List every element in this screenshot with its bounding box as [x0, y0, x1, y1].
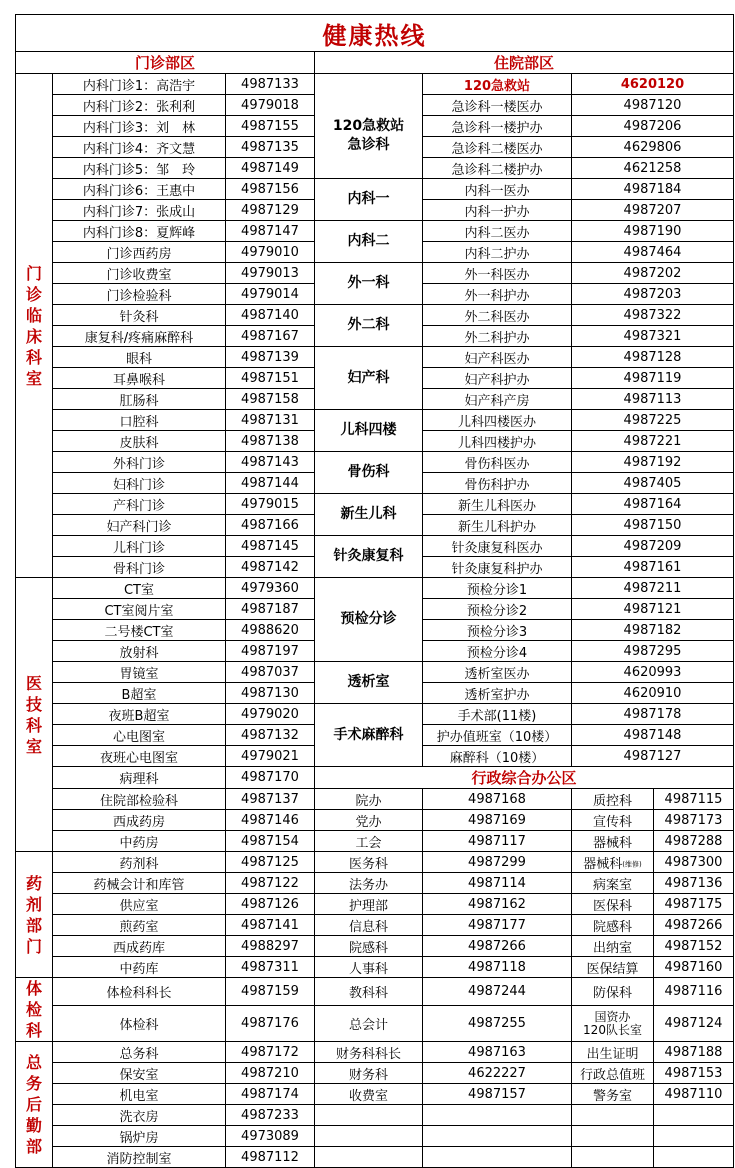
table-row	[16, 74, 734, 95]
emergency-station-phone: 4620120	[572, 74, 734, 95]
phone-number: 4987202	[572, 263, 734, 284]
office-name: 内科二医办	[423, 221, 572, 242]
phone-number: 4987129	[226, 200, 315, 221]
phone-number: 4987187	[226, 599, 315, 620]
phone-number: 4987116	[654, 978, 734, 1006]
phone-number: 4987221	[572, 431, 734, 452]
office-name: 内科二护办	[423, 242, 572, 263]
department-name: 内科门诊4：齐文慧	[53, 137, 226, 158]
phone-number: 4987210	[226, 1063, 315, 1084]
phone-number: 4987169	[423, 810, 572, 831]
phone-number: 4987152	[654, 936, 734, 957]
office-name: 妇产科护办	[423, 368, 572, 389]
phone-number: 4987266	[654, 915, 734, 936]
table-row	[16, 894, 734, 915]
office-name: 医务科	[315, 852, 423, 873]
phone-number: 4987190	[572, 221, 734, 242]
table-row	[16, 789, 734, 810]
office-name: 院办	[315, 789, 423, 810]
phone-number: 4979013	[226, 263, 315, 284]
office-name: 病案室	[572, 873, 654, 894]
phone-number: 4987147	[226, 221, 315, 242]
phone-number: 4987155	[226, 116, 315, 137]
phone-number: 4987142	[226, 557, 315, 578]
phone-number: 4987197	[226, 641, 315, 662]
table-row	[16, 305, 734, 326]
phone-number: 4987139	[226, 347, 315, 368]
department-name: 内科门诊2：张利利	[53, 95, 226, 116]
phone-number: 4987113	[572, 389, 734, 410]
office-name: 国资办 120队长室	[572, 1006, 654, 1042]
phone-number: 4987115	[654, 789, 734, 810]
empty-cell	[423, 1147, 572, 1168]
phone-number: 4987117	[423, 831, 572, 852]
phone-number: 4987188	[654, 1042, 734, 1063]
phone-number: 4987168	[423, 789, 572, 810]
office-name: 预检分诊1	[423, 578, 572, 599]
empty-cell	[315, 1105, 423, 1126]
repair-note: (维修)	[622, 860, 642, 868]
office-name: 护理部	[315, 894, 423, 915]
phone-number: 4987137	[226, 789, 315, 810]
phone-number: 4987164	[572, 494, 734, 515]
office-name: 总会计	[315, 1006, 423, 1042]
department-name: 肛肠科	[53, 389, 226, 410]
ward-group-label: 外一科	[315, 263, 423, 305]
office-name: 预检分诊4	[423, 641, 572, 662]
ward-group-label: 透析室	[315, 662, 423, 704]
office-name: 急诊科一楼医办	[423, 95, 572, 116]
category-label: 药剂部门	[16, 852, 53, 978]
office-name: 透析室护办	[423, 683, 572, 704]
department-name: CT室	[53, 578, 226, 599]
office-name: 宣传科	[572, 810, 654, 831]
phone-number: 4987158	[226, 389, 315, 410]
phone-number: 4987464	[572, 242, 734, 263]
phone-number: 4987244	[423, 978, 572, 1006]
office-name: 医保科	[572, 894, 654, 915]
phone-number: 4987125	[226, 852, 315, 873]
empty-cell	[423, 1105, 572, 1126]
table-row	[16, 221, 734, 242]
empty-cell	[315, 1147, 423, 1168]
phone-number: 4987175	[654, 894, 734, 915]
empty-cell	[654, 1147, 734, 1168]
table-row	[16, 1042, 734, 1063]
office-name: 外一科护办	[423, 284, 572, 305]
department-name: 放射科	[53, 641, 226, 662]
department-name: 机电室	[53, 1084, 226, 1105]
office-name: 妇产科产房	[423, 389, 572, 410]
phone-number: 4987140	[226, 305, 315, 326]
phone-number: 4987110	[654, 1084, 734, 1105]
department-name: 儿科门诊	[53, 536, 226, 557]
table-row	[16, 936, 734, 957]
office-name: 儿科四楼护办	[423, 431, 572, 452]
phone-number: 4987288	[654, 831, 734, 852]
phone-number: 4987132	[226, 725, 315, 746]
table-row	[16, 347, 734, 368]
office-name: 信息科	[315, 915, 423, 936]
empty-cell	[572, 1105, 654, 1126]
phone-number: 4987149	[226, 158, 315, 179]
phone-number: 4987157	[423, 1084, 572, 1105]
ward-group-label: 针灸康复科	[315, 536, 423, 578]
office-name: 急诊科二楼医办	[423, 137, 572, 158]
department-name: 门诊收费室	[53, 263, 226, 284]
department-name: 门诊检验科	[53, 284, 226, 305]
phone-number: 4987148	[572, 725, 734, 746]
phone-number: 4987174	[226, 1084, 315, 1105]
office-name: 教科科	[315, 978, 423, 1006]
phone-number: 4987192	[572, 452, 734, 473]
phone-number: 4987136	[654, 873, 734, 894]
department-name: 保安室	[53, 1063, 226, 1084]
department-name: 内科门诊3：刘 林	[53, 116, 226, 137]
office-name: 外二科护办	[423, 326, 572, 347]
page-title: 健康热线	[16, 15, 734, 52]
ward-group-label: 内科一	[315, 179, 423, 221]
phone-number: 4987120	[572, 95, 734, 116]
department-name: 煎药室	[53, 915, 226, 936]
category-label: 医技科室	[16, 578, 53, 852]
title-row	[16, 15, 734, 52]
office-name: 外二科医办	[423, 305, 572, 326]
phone-number: 4979018	[226, 95, 315, 116]
phone-number: 4987300	[654, 852, 734, 873]
table-row	[16, 452, 734, 473]
phone-number: 4987207	[572, 200, 734, 221]
phone-number: 4987143	[226, 452, 315, 473]
phone-number: 4987150	[572, 515, 734, 536]
phone-number: 4979015	[226, 494, 315, 515]
phone-number: 4979020	[226, 704, 315, 725]
office-name: 针灸康复科医办	[423, 536, 572, 557]
office-name: 急诊科一楼护办	[423, 116, 572, 137]
empty-cell	[654, 1126, 734, 1147]
phone-number: 4987176	[226, 1006, 315, 1042]
office-name: 新生儿科护办	[423, 515, 572, 536]
ward-group-label: 外二科	[315, 305, 423, 347]
phone-number: 4987146	[226, 810, 315, 831]
phone-number: 4620910	[572, 683, 734, 704]
office-name: 工会	[315, 831, 423, 852]
phone-number: 4987160	[654, 957, 734, 978]
table-row	[16, 263, 734, 284]
department-name: 内科门诊7：张成山	[53, 200, 226, 221]
phone-number: 4987167	[226, 326, 315, 347]
phone-number: 4987184	[572, 179, 734, 200]
empty-cell	[654, 1105, 734, 1126]
phone-number: 4987119	[572, 368, 734, 389]
department-name: 药械会计和库管	[53, 873, 226, 894]
office-name: 质控科	[572, 789, 654, 810]
admin-header: 行政综合办公区	[315, 767, 734, 789]
phone-number: 4987170	[226, 767, 315, 789]
group-label-spacer	[315, 74, 423, 95]
empty-cell	[423, 1126, 572, 1147]
office-name: 预检分诊2	[423, 599, 572, 620]
table-row	[16, 978, 734, 1006]
office-name: 儿科四楼医办	[423, 410, 572, 431]
department-name: 产科门诊	[53, 494, 226, 515]
department-name: 胃镜室	[53, 662, 226, 683]
phone-number: 4987141	[226, 915, 315, 936]
table-row	[16, 957, 734, 978]
phone-number: 4987133	[226, 74, 315, 95]
department-name: 内科门诊6：王惠中	[53, 179, 226, 200]
empty-cell	[572, 1147, 654, 1168]
phone-number: 4987233	[226, 1105, 315, 1126]
office-name: 骨伤科医办	[423, 452, 572, 473]
table-row	[16, 1063, 734, 1084]
phone-number: 4987156	[226, 179, 315, 200]
department-name: 病理科	[53, 767, 226, 789]
phone-number: 4987118	[423, 957, 572, 978]
office-name: 行政总值班	[572, 1063, 654, 1084]
office-name: 人事科	[315, 957, 423, 978]
table-row	[16, 767, 734, 789]
ward-group-label: 儿科四楼	[315, 410, 423, 452]
ward-group-label: 骨伤科	[315, 452, 423, 494]
ward-group-label: 妇产科	[315, 347, 423, 410]
office-name: 出生证明	[572, 1042, 654, 1063]
office-name: 透析室医办	[423, 662, 572, 683]
department-name: 内科门诊8：夏辉峰	[53, 221, 226, 242]
phone-number: 4987295	[572, 641, 734, 662]
phone-number: 4987126	[226, 894, 315, 915]
phone-number: 4987153	[654, 1063, 734, 1084]
office-name: 外一科医办	[423, 263, 572, 284]
office-name: 护办值班室（10楼）	[423, 725, 572, 746]
department-name: 骨科门诊	[53, 557, 226, 578]
outpatient-header: 门诊部区	[16, 52, 315, 74]
office-name: 财务科科长	[315, 1042, 423, 1063]
office-name: 院感科	[572, 915, 654, 936]
department-name: 药剂科	[53, 852, 226, 873]
ward-group-label: 手术麻醉科	[315, 704, 423, 767]
department-name: 皮肤科	[53, 431, 226, 452]
office-name: 警务室	[572, 1084, 654, 1105]
office-name: 预检分诊3	[423, 620, 572, 641]
department-name: 体检科科长	[53, 978, 226, 1006]
department-name: 中药库	[53, 957, 226, 978]
phone-number: 4988297	[226, 936, 315, 957]
table-row	[16, 831, 734, 852]
office-name: 内科一医办	[423, 179, 572, 200]
phone-number: 4987161	[572, 557, 734, 578]
phone-number: 4988620	[226, 620, 315, 641]
department-name: 西成药库	[53, 936, 226, 957]
office-name: 器械科	[572, 831, 654, 852]
category-label: 体检科	[16, 978, 53, 1042]
department-name: 妇产科门诊	[53, 515, 226, 536]
phone-number: 4987138	[226, 431, 315, 452]
phone-number: 4987131	[226, 410, 315, 431]
phone-number: 4987255	[423, 1006, 572, 1042]
department-name: 体检科	[53, 1006, 226, 1042]
ward-group-label: 新生儿科	[315, 494, 423, 536]
phone-number: 4987128	[572, 347, 734, 368]
phone-number: 4987144	[226, 473, 315, 494]
ward-group-label: 预检分诊	[315, 578, 423, 662]
office-name: 麻醉科（10楼）	[423, 746, 572, 767]
phone-number: 4987112	[226, 1147, 315, 1168]
phone-number: 4622227	[423, 1063, 572, 1084]
office-name: 针灸康复科护办	[423, 557, 572, 578]
phone-number: 4987124	[654, 1006, 734, 1042]
empty-cell	[572, 1126, 654, 1147]
phone-number: 4979014	[226, 284, 315, 305]
department-name: 中药房	[53, 831, 226, 852]
phone-number: 4987173	[654, 810, 734, 831]
department-name: 二号楼CT室	[53, 620, 226, 641]
phone-number: 4621258	[572, 158, 734, 179]
phone-number: 4987162	[423, 894, 572, 915]
office-name: 防保科	[572, 978, 654, 1006]
phone-number: 4987151	[226, 368, 315, 389]
ward-group-label: 内科二	[315, 221, 423, 263]
department-name: 内科门诊1：高浩宇	[53, 74, 226, 95]
phone-number: 4987159	[226, 978, 315, 1006]
table-row	[16, 915, 734, 936]
department-name: 夜班B超室	[53, 704, 226, 725]
phone-number: 4987311	[226, 957, 315, 978]
section-header-row	[16, 52, 734, 74]
table-row	[16, 1006, 734, 1042]
category-label: 总务后勤部	[16, 1042, 53, 1168]
office-name: 财务科	[315, 1063, 423, 1084]
table-row	[16, 852, 734, 873]
department-name: 耳鼻喉科	[53, 368, 226, 389]
table-row	[16, 873, 734, 894]
phone-number: 4987299	[423, 852, 572, 873]
empty-cell	[315, 1126, 423, 1147]
phone-number: 4987203	[572, 284, 734, 305]
office-name: 骨伤科护办	[423, 473, 572, 494]
inpatient-header: 住院部区	[315, 52, 734, 74]
department-name: 消防控制室	[53, 1147, 226, 1168]
phone-number: 4987114	[423, 873, 572, 894]
office-name: 妇产科医办	[423, 347, 572, 368]
office-name: 医保结算	[572, 957, 654, 978]
department-name: 住院部检验科	[53, 789, 226, 810]
department-name: 内科门诊5：邹 玲	[53, 158, 226, 179]
phone-number: 4979021	[226, 746, 315, 767]
phone-number: 4987154	[226, 831, 315, 852]
office-name: 出纳室	[572, 936, 654, 957]
office-name: 器械科(维修)	[572, 852, 654, 873]
table-row	[16, 662, 734, 683]
phone-number: 4987163	[423, 1042, 572, 1063]
table-row	[16, 95, 734, 116]
table-row	[16, 578, 734, 599]
phone-number: 4987177	[423, 915, 572, 936]
emergency-station-name: 120急救站	[423, 74, 572, 95]
phone-number: 4987172	[226, 1042, 315, 1063]
phone-number: 4987209	[572, 536, 734, 557]
department-name: 总务科	[53, 1042, 226, 1063]
phone-number: 4973089	[226, 1126, 315, 1147]
phone-number: 4987145	[226, 536, 315, 557]
phone-number: 4987121	[572, 599, 734, 620]
table-row	[16, 810, 734, 831]
phone-number: 4987206	[572, 116, 734, 137]
office-name: 手术部(11楼)	[423, 704, 572, 725]
department-name: 外科门诊	[53, 452, 226, 473]
office-name: 院感科	[315, 936, 423, 957]
office-name: 急诊科二楼护办	[423, 158, 572, 179]
phone-number: 4987182	[572, 620, 734, 641]
phone-number: 4620993	[572, 662, 734, 683]
phone-number: 4987405	[572, 473, 734, 494]
office-name: 新生儿科医办	[423, 494, 572, 515]
phone-number: 4987178	[572, 704, 734, 725]
phone-number: 4629806	[572, 137, 734, 158]
phone-number: 4987166	[226, 515, 315, 536]
phone-number: 4987127	[572, 746, 734, 767]
table-row	[16, 1126, 734, 1147]
phone-number: 4987322	[572, 305, 734, 326]
table-row	[16, 1105, 734, 1126]
phone-number: 4987225	[572, 410, 734, 431]
department-name: 西成药房	[53, 810, 226, 831]
phone-number: 4987266	[423, 936, 572, 957]
office-name: 党办	[315, 810, 423, 831]
department-name: 锅炉房	[53, 1126, 226, 1147]
table-row	[16, 704, 734, 725]
table-row	[16, 536, 734, 557]
phone-number: 4987122	[226, 873, 315, 894]
table-row	[16, 179, 734, 200]
office-name: 收费室	[315, 1084, 423, 1105]
department-name: CT室阅片室	[53, 599, 226, 620]
table-row	[16, 1147, 734, 1168]
department-name: 针灸科	[53, 305, 226, 326]
phone-number: 4987130	[226, 683, 315, 704]
phone-number: 4987135	[226, 137, 315, 158]
department-name: 眼科	[53, 347, 226, 368]
category-label: 门诊临床科室	[16, 74, 53, 578]
department-name: 口腔科	[53, 410, 226, 431]
phone-number: 4979360	[226, 578, 315, 599]
department-name: B超室	[53, 683, 226, 704]
department-name: 供应室	[53, 894, 226, 915]
phone-number: 4979010	[226, 242, 315, 263]
department-name: 康复科/疼痛麻醉科	[53, 326, 226, 347]
phone-number: 4987321	[572, 326, 734, 347]
department-name: 夜班心电图室	[53, 746, 226, 767]
table-row	[16, 494, 734, 515]
table-row	[16, 410, 734, 431]
health-hotline-table	[15, 14, 734, 1168]
table-row	[16, 1084, 734, 1105]
department-name: 妇科门诊	[53, 473, 226, 494]
phone-number: 4987037	[226, 662, 315, 683]
department-name: 门诊西药房	[53, 242, 226, 263]
department-name: 心电图室	[53, 725, 226, 746]
phone-number: 4987211	[572, 578, 734, 599]
office-name: 法务办	[315, 873, 423, 894]
office-name: 内科一护办	[423, 200, 572, 221]
department-name: 洗衣房	[53, 1105, 226, 1126]
ward-group-label: 120急救站 急诊科	[315, 95, 423, 179]
